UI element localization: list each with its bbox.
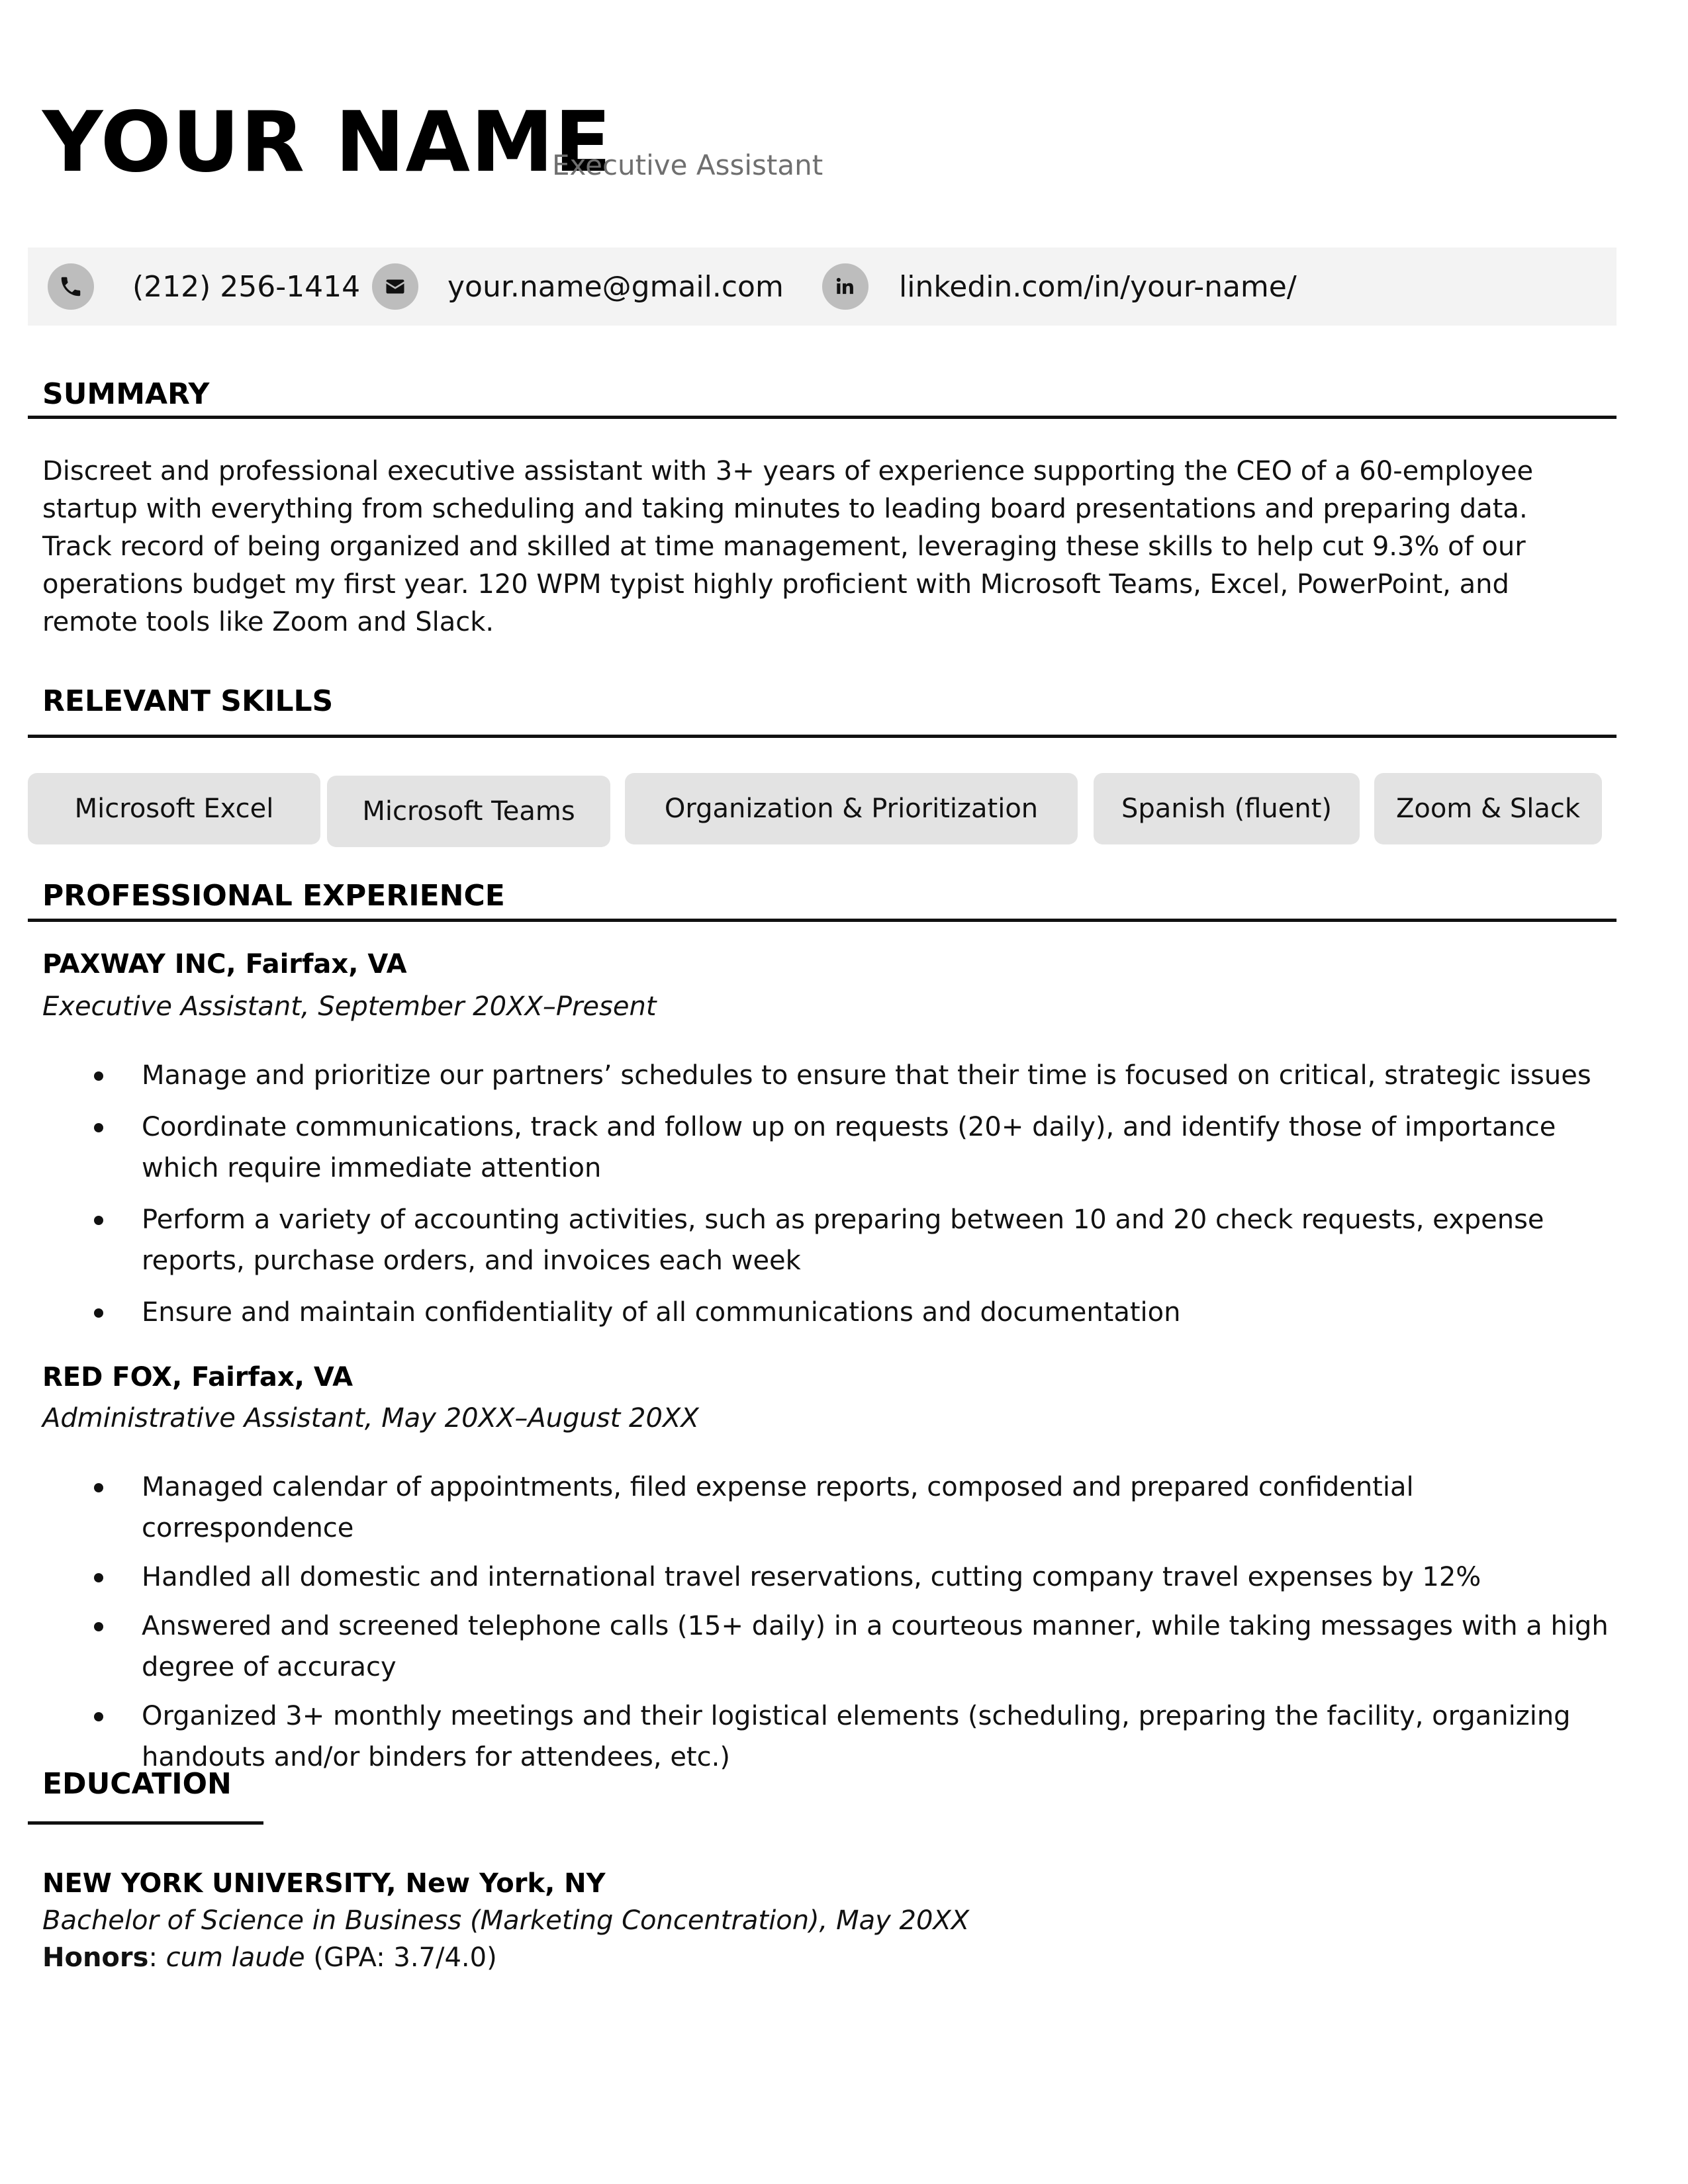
list-item: Answered and screened telephone calls (15+ daily) in a courteous manner, while taking messages with a high degree of accuracy [42,1606,1618,1688]
skill-chip: Organization & Prioritization [625,773,1078,844]
list-item: Coordinate communications, track and follow up on requests (20+ daily), and identify those of importance which require immediate attention [42,1107,1618,1189]
skills-list [28,773,1617,847]
honors-separator: : [148,1942,166,1973]
education-divider [28,1821,263,1825]
section-title-education: EDUCATION [42,1767,232,1801]
skills-divider [28,735,1617,738]
list-item: Manage and prioritize our partners’ schedules to ensure that their time is focused on critical, strategic issues [42,1055,1618,1096]
education-honors [42,1939,497,1976]
contact-linkedin [822,248,1297,326]
list-item: Handled all domestic and international travel reservations, cutting company travel expenses by 12% [42,1557,1618,1598]
linkedin-text[interactable]: linkedin.com/in/your-name/ [899,269,1297,304]
list-item: Organized 3+ monthly meetings and their logistical elements (scheduling, preparing the facility, organizing handouts and/or binders for attendees, etc.) [42,1696,1618,1778]
list-item: Perform a variety of accounting activities, such as preparing between 10 and 20 check requests, expense reports, purchase orders, and invoices each week [42,1199,1618,1281]
envelope-icon [372,263,418,310]
skill-chip: Microsoft Excel [28,773,320,844]
education-degree: Bachelor of Science in Business (Marketing Concentration), May 20XX [42,1905,970,1936]
honors-gpa: (GPA: 3.7/4.0) [305,1942,497,1973]
list-item: Ensure and maintain confidentiality of all communications and documentation [42,1292,1618,1333]
resume-header [42,93,1631,192]
phone-text[interactable]: (212) 256-1414 [132,269,361,304]
experience-divider [28,919,1617,922]
section-title-experience: PROFESSIONAL EXPERIENCE [42,879,505,913]
summary-divider [28,416,1617,419]
skill-chip: Zoom & Slack [1374,773,1602,844]
job-bullets [42,1055,1618,1333]
education-school: NEW YORK UNIVERSITY, New York, NY [42,1868,606,1899]
summary-text: Discreet and professional executive assistant with 3+ years of experience supporting the CEO of a 60-employee startup with everything from scheduling and taking minutes to leading board presentations and preparing data. Track record of being organized and skilled at time management, leveraging these skills to help cut 9.3% of our operations budget my first year. 120 WPM typist highly proficient with Microsoft Teams, Excel, PowerPoint, and remote tools like Zoom and Slack. [42,456,1534,637]
candidate-role: Executive Assistant [552,149,823,181]
contact-email [372,248,784,326]
section-title-summary: SUMMARY [42,377,210,411]
job-company: PAXWAY INC, Fairfax, VA [42,949,407,979]
linkedin-icon [822,263,868,310]
skill-chip: Spanish (fluent) [1094,773,1360,844]
job-company: RED FOX, Fairfax, VA [42,1362,353,1392]
email-text[interactable]: your.name@gmail.com [447,269,784,304]
job-bullets [42,1467,1618,1778]
section-title-skills: RELEVANT SKILLS [42,684,334,718]
candidate-name: YOUR NAME [42,93,612,191]
contact-bar [28,248,1617,326]
honors-latin: cum laude [165,1942,305,1973]
skill-chip: Microsoft Teams [327,776,610,847]
list-item: Managed calendar of appointments, filed expense reports, composed and prepared confidential correspondence [42,1467,1618,1549]
honors-label: Honors [42,1942,149,1973]
job-title: Executive Assistant, September 20XX–Present [42,991,657,1022]
contact-phone [48,248,360,326]
job-title: Administrative Assistant, May 20XX–August 20XX [42,1403,699,1433]
phone-icon [48,263,94,310]
